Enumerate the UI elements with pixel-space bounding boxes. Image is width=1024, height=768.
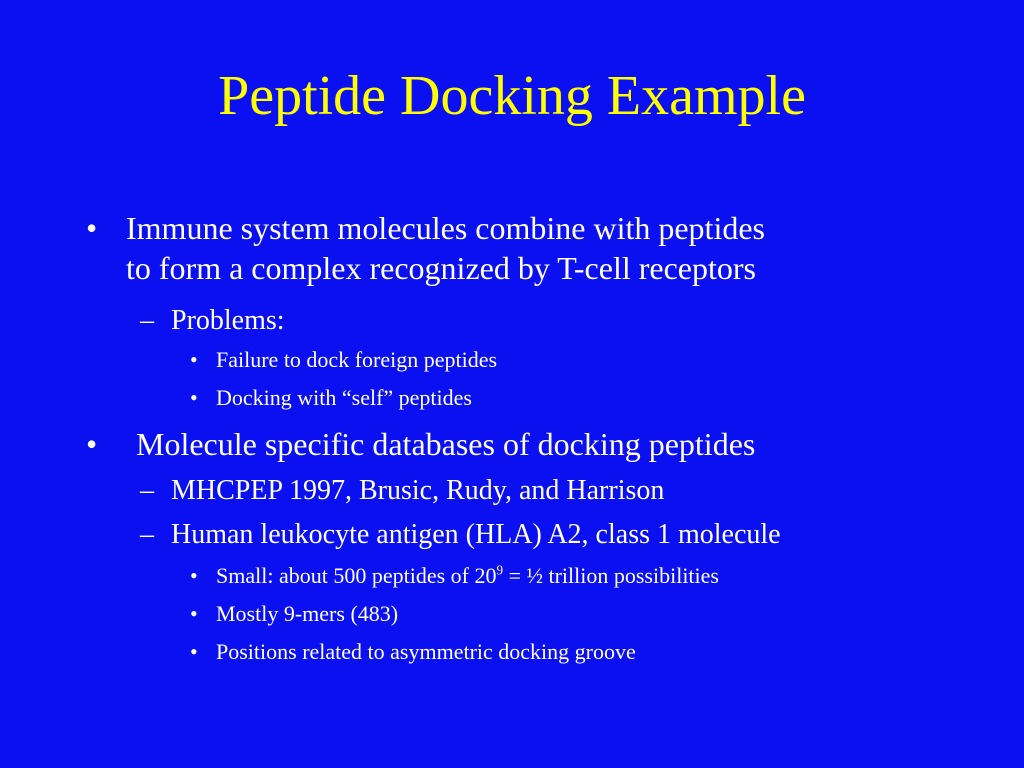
sub-sub-bullet-mostly-9-mers: Mostly 9-mers (483) — [216, 601, 399, 626]
sub-sub-bullet-marker: • — [190, 385, 198, 410]
bullet-immune-system-line-1: Immune system molecules combine with peptides — [126, 210, 765, 246]
sub-sub-bullet-marker: • — [190, 563, 198, 588]
sub-sub-bullet-marker: • — [190, 347, 198, 372]
bullet-marker: • — [86, 426, 98, 462]
sub-sub-bullet-self-peptides: Docking with “self” peptides — [216, 385, 472, 410]
small-peptides-text-after: = ½ trillion possibilities — [503, 563, 719, 588]
sub-bullet-problems: Problems: — [171, 305, 285, 336]
sub-sub-bullet-failure-to-dock: Failure to dock foreign peptides — [216, 347, 498, 372]
sub-sub-bullet-marker: • — [190, 601, 198, 626]
small-peptides-text-before: Small: about 500 peptides of 20 — [216, 563, 497, 588]
sub-sub-bullet-small-500-peptides — [216, 562, 719, 590]
sub-bullet-marker: – — [140, 475, 154, 506]
slide-title: Peptide Docking Example — [218, 65, 806, 127]
sub-bullet-hla-a2: Human leukocyte antigen (HLA) A2, class 1 molecule — [171, 519, 781, 550]
sub-sub-bullet-docking-groove: Positions related to asymmetric docking groove — [216, 639, 636, 664]
sub-bullet-marker: – — [140, 519, 154, 550]
sub-bullet-mhcpep: MHCPEP 1997, Brusic, Rudy, and Harrison — [171, 475, 665, 506]
sub-sub-bullet-marker: • — [190, 639, 198, 664]
bullet-marker: • — [86, 210, 98, 246]
exponent-superscript: 9 — [496, 562, 504, 578]
bullet-immune-system-line-2: to form a complex recognized by T-cell receptors — [126, 250, 756, 286]
sub-bullet-marker: – — [140, 305, 154, 336]
bullet-molecule-specific-databases: Molecule specific databases of docking peptides — [136, 426, 756, 462]
